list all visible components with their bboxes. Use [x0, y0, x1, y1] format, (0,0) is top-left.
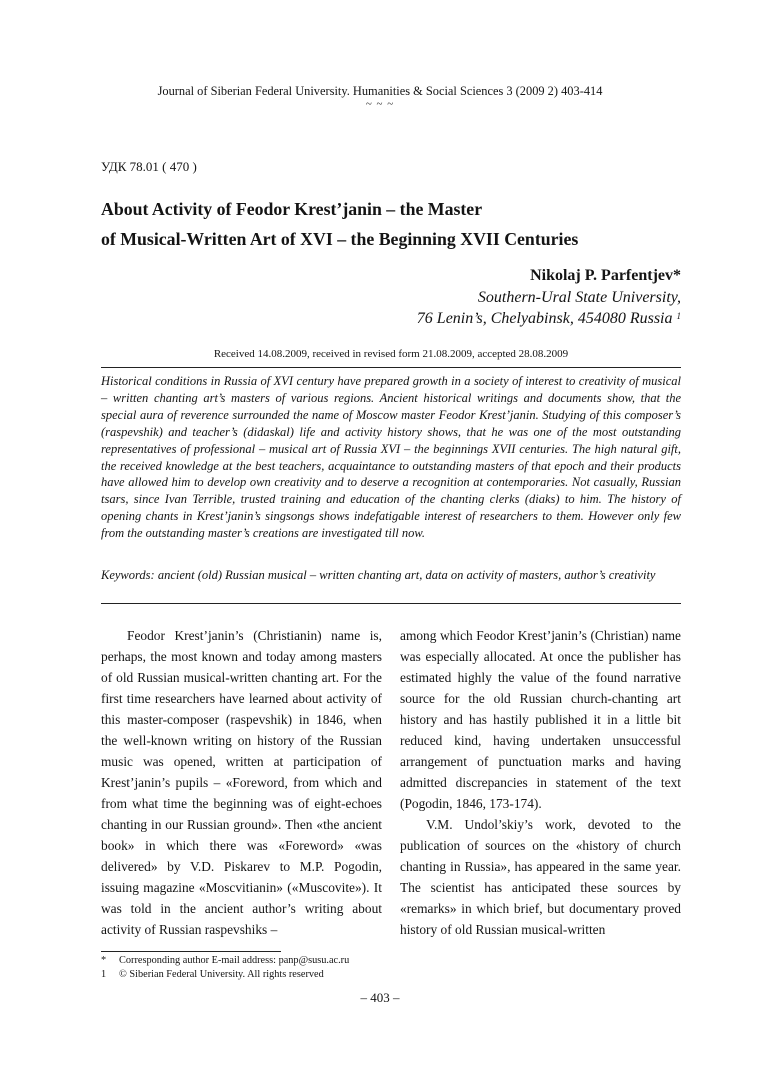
footnote-marker: 1: [101, 969, 107, 980]
keywords: Keywords: ancient (old) Russian musical – written chanting art, data on activity of masters, author’s creativity: [101, 568, 656, 582]
article-title: [101, 194, 661, 254]
title-line-1: About Activity of Feodor Krest’janin – the Master: [101, 199, 483, 219]
received-dates: Received 14.08.2009, received in revised form 21.08.2009, accepted 28.08.2009: [213, 348, 569, 360]
body-left-column: Feodor Krest’janin’s (Christianin) name is, perhaps, the most known and today among masters of old Russian musical-written chanting art. For the first time researchers have learned about activity of this master-composer (raspevshik) in 1846, when the well-known writing on history of the Russian music was opened, written at participation of Krest’janin’s pupils – «Foreword, from which and from what time the beginning was of eight-echoes chanting in our Russian ground». Then «the ancient book» in which there was «Foreword» «was delivered» by V.D. Piskarev to M.P. Pogodin, issuing magazine «Moscvitianin» («Muscovite»). It was told in the ancient author’s writing about activity of Russian raspevshiks –: [101, 628, 382, 937]
abstract-bottom-rule: [101, 603, 681, 604]
journal-header: [0, 83, 760, 109]
right-paragraph-1: among which Feodor Krest’janin’s (Christian) name was especially allocated. At once the publisher has estimated highly the value of the found narrative source for the old Russian church-chanting art history and has hastily published it in a little bit reduced kind, having undertaken unsuccessful arrangement of punctuation marks and having admitted discrepancies in statement of the text (Pogodin, 1846, 173-174).: [400, 628, 681, 811]
footnote-text: © Siberian Federal University. All rights reserved: [119, 969, 324, 980]
affiliation-footnote-marker: 1: [676, 311, 681, 321]
footnote-text: Corresponding author E-mail address: panp@susu.ac.ru: [119, 955, 350, 966]
right-paragraph-2: V.M. Undol’skiy’s work, devoted to the publication of sources on the «history of church chanting in Russia», has appeared in the same year. The scientist has anticipated these sources by «remarks» in which brief, but documentary proved history of old Russian musical-written: [400, 817, 681, 937]
footnote-copyright: [101, 968, 324, 982]
page-number: – 403 –: [360, 990, 400, 1005]
title-line-2: of Musical-Written Art of XVI – the Beginning XVII Centuries: [101, 229, 579, 249]
header-ornament: ~ ~ ~: [365, 98, 395, 110]
footnote-marker: *: [101, 955, 107, 966]
footnote-rule: [101, 951, 281, 952]
author-block: [417, 265, 681, 330]
journal-citation: Journal of Siberian Federal University. Humanities & Social Sciences 3 (2009 2) 403-414: [157, 84, 603, 98]
abstract-top-rule: [101, 367, 681, 368]
udk-code: УДК 78.01 ( 470 ): [101, 159, 197, 174]
abstract: Historical conditions in Russia of XVI century have prepared growth in a society of interest to creativity of musical – written chanting art’s masters of various regions. Ancient historical writings and documents show, that the special aura of reverence surrounded the name of Moscow master Feodor Krest’janin. Studying of this composer’s (raspevshik) and teacher’s (didaskal) life and activity history shows, that he was one of the most outstanding representatives of professional – musical art of Russia XVI – the beginnings XVII centuries. The high natural gift, the received knowledge at the best teachers, acquaintance to outstanding masters of that epoch and their products have allowed him to develop own creativity and to deserve a recognition at contemporaries. Not casually, Russian tsars, since Ivan Terrible, trusted training and education of the chanting clerks (diaks) to him. The history of opening chants in Krest’janin’s singsongs shows indefatigable interest of researchers to them. However only few from the outstanding master’s creations are investigated till now.: [101, 374, 681, 541]
author-address: 76 Lenin’s, Chelyabinsk, 454080 Russia $^1$: [416, 310, 681, 327]
author-name: Nikolaj P. Parfentjev*: [530, 267, 681, 284]
body-right-column: [400, 625, 681, 940]
footnote-corresponding-author: [101, 954, 349, 968]
author-affiliation: Southern-Ural State University,: [477, 288, 681, 306]
